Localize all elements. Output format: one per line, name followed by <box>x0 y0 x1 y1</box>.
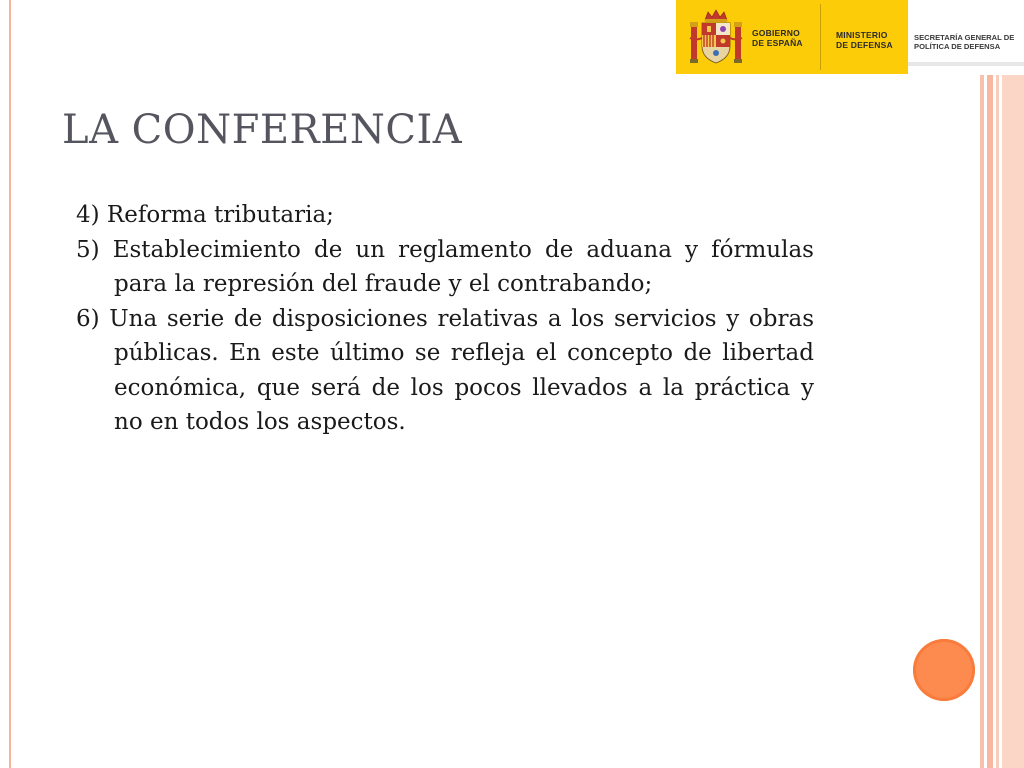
coat-of-arms-icon <box>688 8 744 68</box>
logo-ministerio-line1: MINISTERIO <box>836 30 888 40</box>
decorative-circle <box>913 639 975 701</box>
slide-title: LA CONFERENCIA <box>62 107 463 153</box>
secretaria-line2: POLÍTICA DE DEFENSA <box>914 42 1001 51</box>
logo-divider <box>820 4 821 70</box>
list-item: 4) Reforma tributaria; <box>76 202 334 228</box>
logo-ministerio-line2: DE DEFENSA <box>836 40 893 50</box>
content-list <box>76 198 814 440</box>
right-stripe <box>1002 75 1024 768</box>
list-item: 6) Una serie de disposiciones relativas a los servicios y obras públicas. En este último se refleja el concepto de libertad económica, que será de los pocos llevados a la práctica y no en todos los aspectos. <box>76 305 814 435</box>
logo-gobierno-line2: DE ESPAÑA <box>752 38 803 48</box>
right-stripe <box>996 75 999 768</box>
logo-gobierno-line1: GOBIERNO <box>752 28 800 38</box>
right-stripe <box>987 75 993 768</box>
secretaria-line1: SECRETARÍA GENERAL DE <box>914 33 1015 42</box>
secretaria-underline <box>908 62 1024 66</box>
list-item: 5) Establecimiento de un reglamento de aduana y fórmulas para la represión del fraude y el contrabando; <box>76 236 814 297</box>
left-border-line <box>9 0 11 768</box>
right-stripe <box>980 75 984 768</box>
